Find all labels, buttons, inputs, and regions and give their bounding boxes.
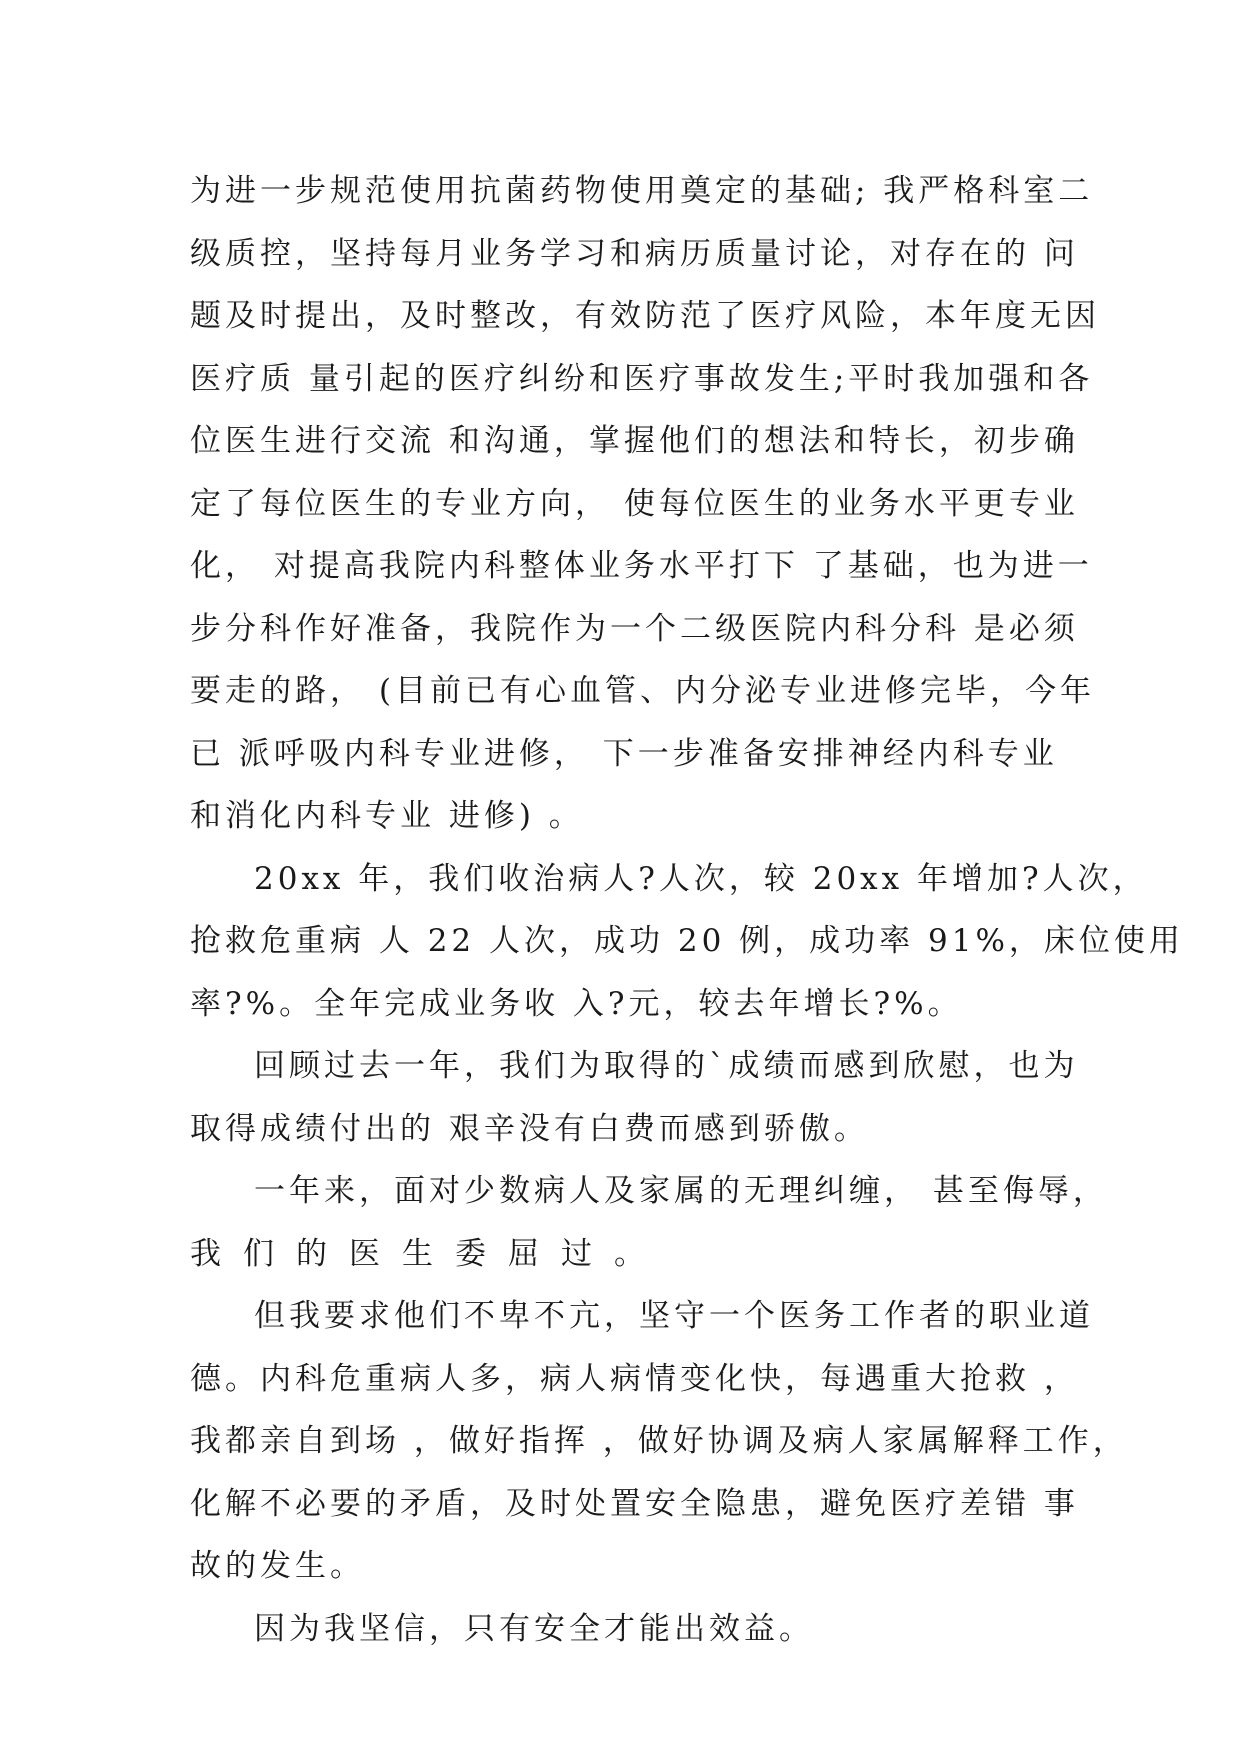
paragraph-first-line: 因为我坚信，只有安全才能出效益。 (254, 1610, 814, 1647)
text-line: 我都亲自到场 ，做好指挥 ，做好协调及病人家属解释工作， (190, 1423, 1128, 1459)
text-line: 级质控，坚持每月业务学习和病历质量讨论，对存在的 问 (190, 235, 1079, 272)
text-line: 医疗质 量引起的医疗纠纷和医疗事故发生;平时我加强和各 (190, 360, 1094, 397)
paragraph-first-line: 一年来，面对少数病人及家属的无理纠缠， 甚至侮辱， (254, 1173, 1108, 1209)
text-line: 化解不必要的矛盾，及时处置安全隐患，避免医疗差错 事 (190, 1485, 1079, 1522)
text-line: 定了每位医生的专业方向， 使每位医生的业务水平更专业 (190, 485, 1079, 522)
paragraph-first-line: 20xx 年，我们收治病人?人次，较 20xx 年增加?人次， (254, 860, 1148, 897)
text-line: 步分科作好准备，我院作为一个二级医院内科分科 是必须 (190, 610, 1079, 647)
text-line: 位医生进行交流 和沟通，掌握他们的想法和特长，初步确 (190, 423, 1079, 459)
paragraph-first-line: 但我要求他们不卑不亢，坚守一个医务工作者的职业道 (254, 1298, 1094, 1334)
text-line: 为进一步规范使用抗菌药物使用奠定的基础; 我严格科室二 (190, 173, 1094, 209)
text-line: 取得成绩付出的 艰辛没有白费而感到骄傲。 (190, 1110, 869, 1147)
text-line: 抢救危重病 人 22 人次，成功 20 例，成功率 91%，床位使用 (190, 923, 1184, 959)
text-line: 故的发生。 (190, 1548, 365, 1584)
text-line: 我们的医生委屈过。 (190, 1235, 667, 1272)
text-line: 和消化内科专业 进修) 。 (190, 798, 584, 834)
text-line: 题及时提出，及时整改，有效防范了医疗风险，本年度无因 (190, 298, 1100, 334)
text-line: 率?%。全年完成业务收 入?元，较去年增长?%。 (190, 985, 963, 1022)
document-body (190, 160, 1184, 1660)
text-line: 要走的路， (目前已有心血管、内分泌专业进修完毕，今年 (190, 673, 1095, 709)
text-line: 化， 对提高我院内科整体业务水平打下 了基础，也为进一 (190, 548, 1093, 584)
paragraph-first-line: 回顾过去一年，我们为取得的`成绩而感到欣慰，也为 (254, 1048, 1079, 1084)
text-line: 德。内科危重病人多，病人病情变化快，每遇重大抢救 ， (190, 1360, 1079, 1397)
text-line: 已 派呼吸内科专业进修， 下一步准备安排神经内科专业 (190, 735, 1058, 772)
